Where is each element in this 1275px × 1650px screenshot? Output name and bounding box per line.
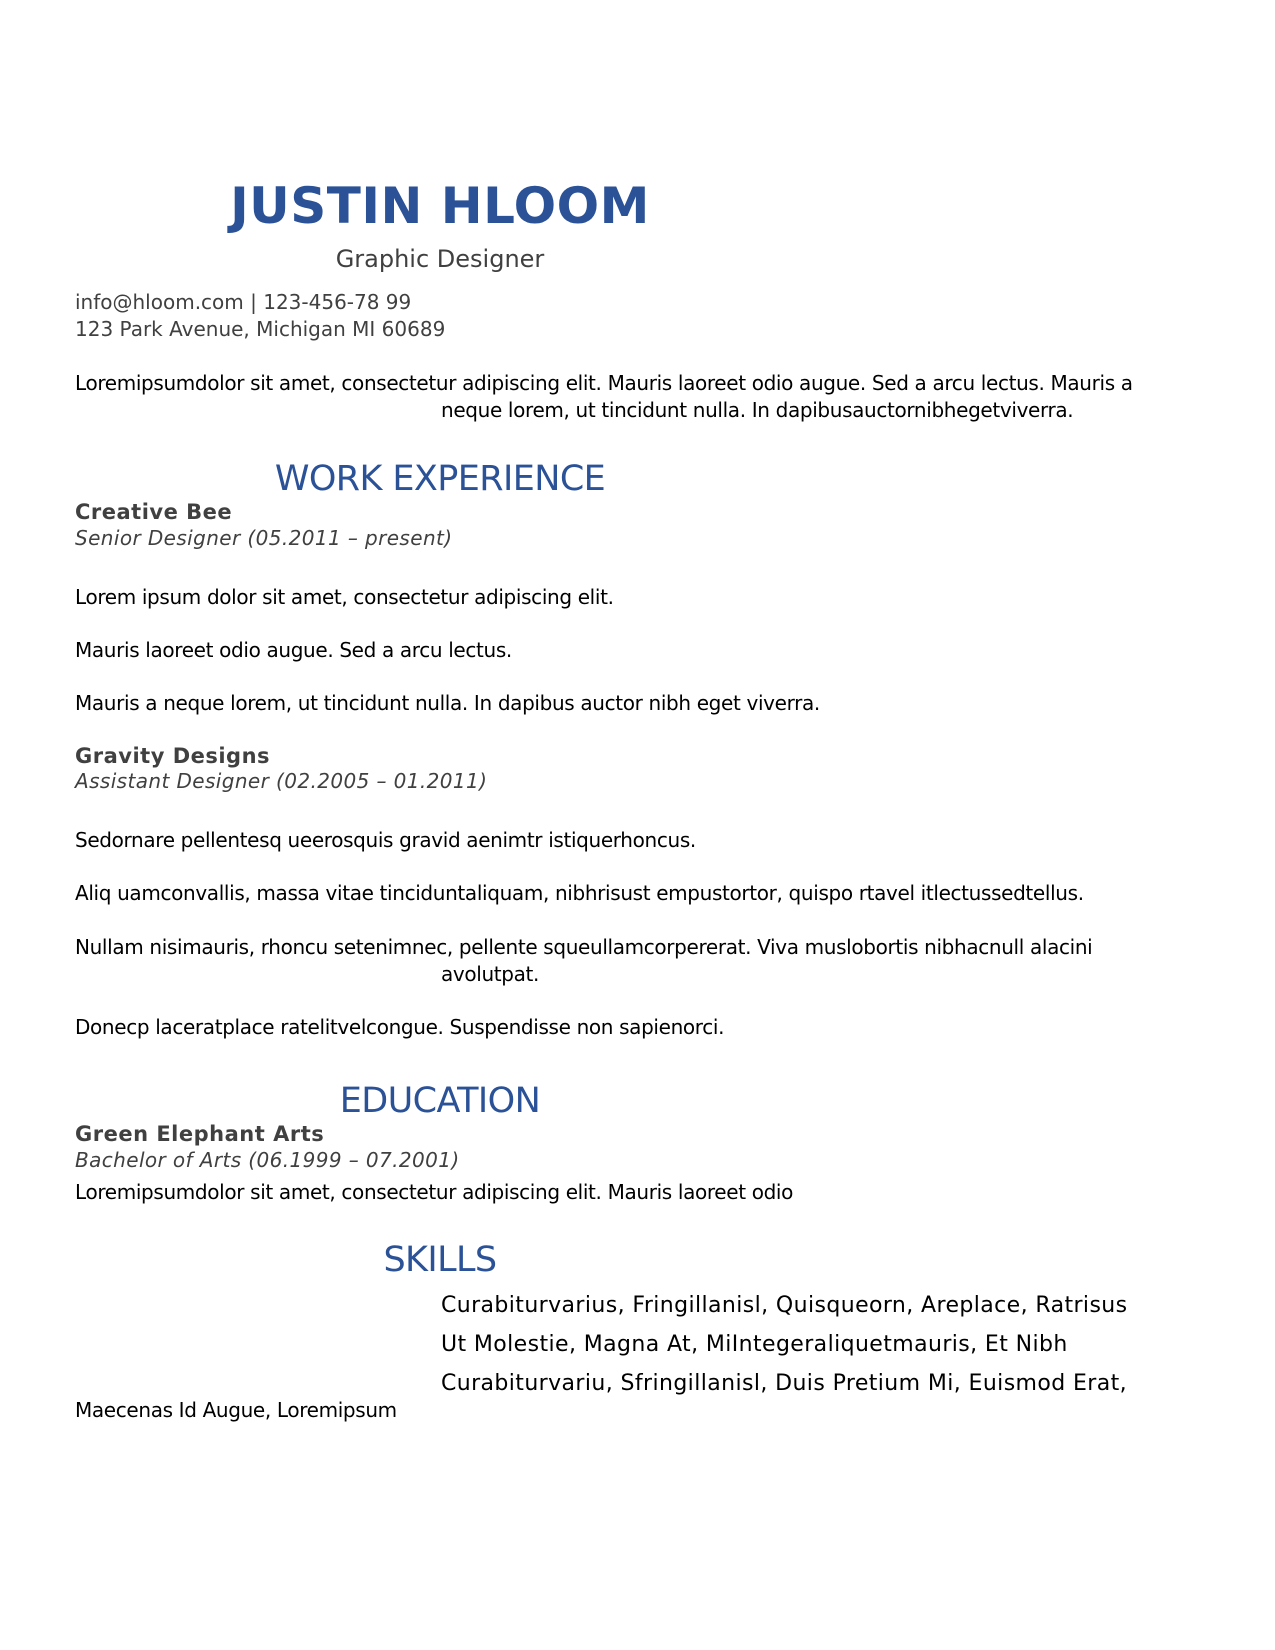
job-paragraph: Mauris laoreet odio augue. Sed a arcu lectus. bbox=[75, 638, 512, 662]
job-paragraph: Mauris a neque lorem, ut tincidunt nulla. In dapibus auctor nibh eget viverra. bbox=[75, 691, 820, 715]
education-heading: EDUCATION bbox=[339, 1081, 541, 1121]
work-experience-heading: WORK EXPERIENCE bbox=[274, 459, 606, 499]
skills-line: Curabiturvariu, Sfringillanisl, Duis Pretium Mi, Euismod Erat, bbox=[441, 1371, 1128, 1396]
job-role: Assistant Designer (02.2005 – 01.2011) bbox=[75, 769, 488, 793]
contact-email-phone: info@hloom.com | 123-456-78 99 bbox=[75, 290, 412, 314]
job-paragraph: Sedornare pellentesq ueerosquis gravid aenimtr istiquerhoncus. bbox=[75, 828, 696, 852]
company-name: Creative Bee bbox=[75, 500, 233, 524]
job-paragraph: Donecp laceratplace ratelitvelcongue. Suspendisse non sapienorci. bbox=[75, 1015, 725, 1039]
summary-line-1: Loremipsumdolor sit amet, consectetur adipiscing elit. Mauris laoreet odio augue. Sed a arcu lectus. Mauris a bbox=[75, 371, 1133, 395]
skills-continuation: Maecenas Id Augue, Loremipsum bbox=[75, 1398, 397, 1422]
job-title: Graphic Designer bbox=[335, 245, 545, 273]
education-description: Loremipsumdolor sit amet, consectetur adipiscing elit. Mauris laoreet odio bbox=[75, 1180, 794, 1204]
degree: Bachelor of Arts (06.1999 – 07.2001) bbox=[75, 1148, 460, 1172]
skills-line: Ut Molestie, Magna At, MiIntegeraliquetmauris, Et Nibh bbox=[441, 1332, 1068, 1357]
company-name: Gravity Designs bbox=[75, 744, 271, 768]
summary-line-2: neque lorem, ut tincidunt nulla. In dapibusauctornibhegetviverra. bbox=[441, 398, 1074, 422]
job-paragraph: Lorem ipsum dolor sit amet, consectetur adipiscing elit. bbox=[75, 585, 614, 609]
job-paragraph: Aliq uamconvallis, massa vitae tinciduntaliquam, nibhrisust empustortor, quispo rtavel itlectussedtellus. bbox=[75, 881, 1084, 905]
job-paragraph: Nullam nisimauris, rhoncu setenimnec, pellente squeullamcorpererat. Viva muslobortis nibhacnull alacini bbox=[75, 935, 1093, 959]
contact-address: 123 Park Avenue, Michigan MI 60689 bbox=[75, 317, 446, 341]
skills-line: Curabiturvarius, Fringillanisl, Quisqueorn, Areplace, Ratrisus bbox=[441, 1293, 1128, 1318]
school-name: Green Elephant Arts bbox=[75, 1122, 325, 1146]
skills-heading: SKILLS bbox=[383, 1240, 497, 1280]
job-paragraph-continuation: avolutpat. bbox=[441, 962, 540, 986]
candidate-name: JUSTIN HLOOM bbox=[230, 177, 650, 235]
job-role: Senior Designer (05.2011 – present) bbox=[75, 526, 453, 550]
